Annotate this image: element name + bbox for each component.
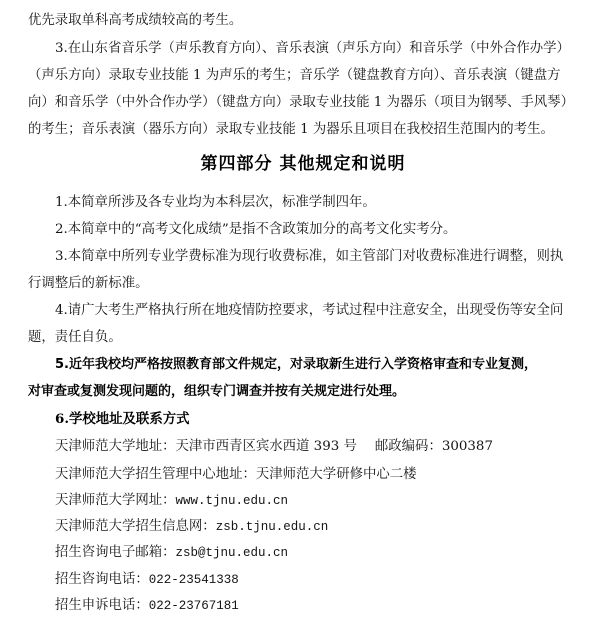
email-link[interactable]: zsb@tjnu.edu.cn xyxy=(175,546,289,560)
admissions-center-value: 天津师范大学研修中心二楼 xyxy=(255,467,417,482)
rule-item-5-line1: 5.近年我校均严格按照教育部文件规定，对录取新生进行入学资格审查和专业复测， xyxy=(55,357,537,372)
complaint-label: 招生申诉电话： xyxy=(55,598,149,613)
rule-item-2: 2.本简章中的“高考文化成绩”是指不含政策加分的高考文化实考分。 xyxy=(55,222,457,237)
rule-item-3-line1: 3.本简章中所列专业学费标准为现行收费标准，如主管部门对收费标准进行调整，则执 xyxy=(55,249,564,264)
website-label: 天津师范大学网址： xyxy=(55,493,176,508)
postcode-label: 邮政编码： xyxy=(374,439,442,454)
paragraph-item3-line4: 的考生；音乐表演（器乐方向）录取专业技能 1 为器乐且项目在我校招生范围内的考生。 xyxy=(28,122,554,137)
paragraph-continuation: 优先录取单科高考成绩较高的考生。 xyxy=(28,13,243,28)
website-link[interactable]: www.tjnu.edu.cn xyxy=(175,494,289,508)
contact-address-row xyxy=(55,438,493,456)
complaint-value: 022-23767181 xyxy=(148,599,239,613)
contact-website-row xyxy=(55,492,288,510)
email-label: 招生咨询电子邮箱： xyxy=(55,545,176,560)
info-site-link[interactable]: zsb.tjnu.edu.cn xyxy=(215,520,329,534)
rule-item-4-line2: 题，责任自负。 xyxy=(28,330,122,345)
phone-value: 022-23541338 xyxy=(148,573,239,587)
address-value: 天津市西青区宾水西道 393 号 xyxy=(175,439,357,454)
contact-email-row xyxy=(55,544,288,562)
contact-center-row xyxy=(55,466,417,484)
rule-item-3-line2: 行调整后的新标准。 xyxy=(28,276,149,291)
phone-label: 招生咨询电话： xyxy=(55,572,149,587)
rule-item-4-line1: 4.请广大考生严格执行所在地疫情防控要求，考试过程中注意安全，出现受伤等安全问 xyxy=(55,303,564,318)
paragraph-item3-line2: （声乐方向）录取专业技能 1 为声乐的考生；音乐学（键盘教育方向）、音乐表演（键盘方 xyxy=(28,68,561,83)
postcode-value: 300387 xyxy=(441,439,493,454)
rule-item-1: 1.本简章所涉及各专业均为本科层次，标准学制四年。 xyxy=(55,195,376,210)
info-site-label: 天津师范大学招生信息网： xyxy=(55,519,216,534)
contact-phone-row xyxy=(55,571,239,589)
rule-item-5-line2: 对审查或复测发现问题的，组织专门调查并按有关规定进行处理。 xyxy=(28,384,406,399)
contact-complaint-row xyxy=(55,597,239,615)
contact-info-site-row xyxy=(55,518,328,536)
admissions-center-label: 天津师范大学招生管理中心地址： xyxy=(55,467,256,482)
paragraph-item3-line3: 向）和音乐学（中外合作办学）（键盘方向）录取专业技能 1 为器乐（项目为钢琴、手风琴） xyxy=(28,95,574,110)
section-heading: 第四部分 其他规定和说明 xyxy=(200,154,406,174)
rule-item-6-heading: 6.学校地址及联系方式 xyxy=(55,411,190,427)
paragraph-item3-line1: 3.在山东省音乐学（声乐教育方向）、音乐表演（声乐方向）和音乐学（中外合作办学） xyxy=(55,41,570,56)
address-label: 天津师范大学地址： xyxy=(55,439,176,454)
